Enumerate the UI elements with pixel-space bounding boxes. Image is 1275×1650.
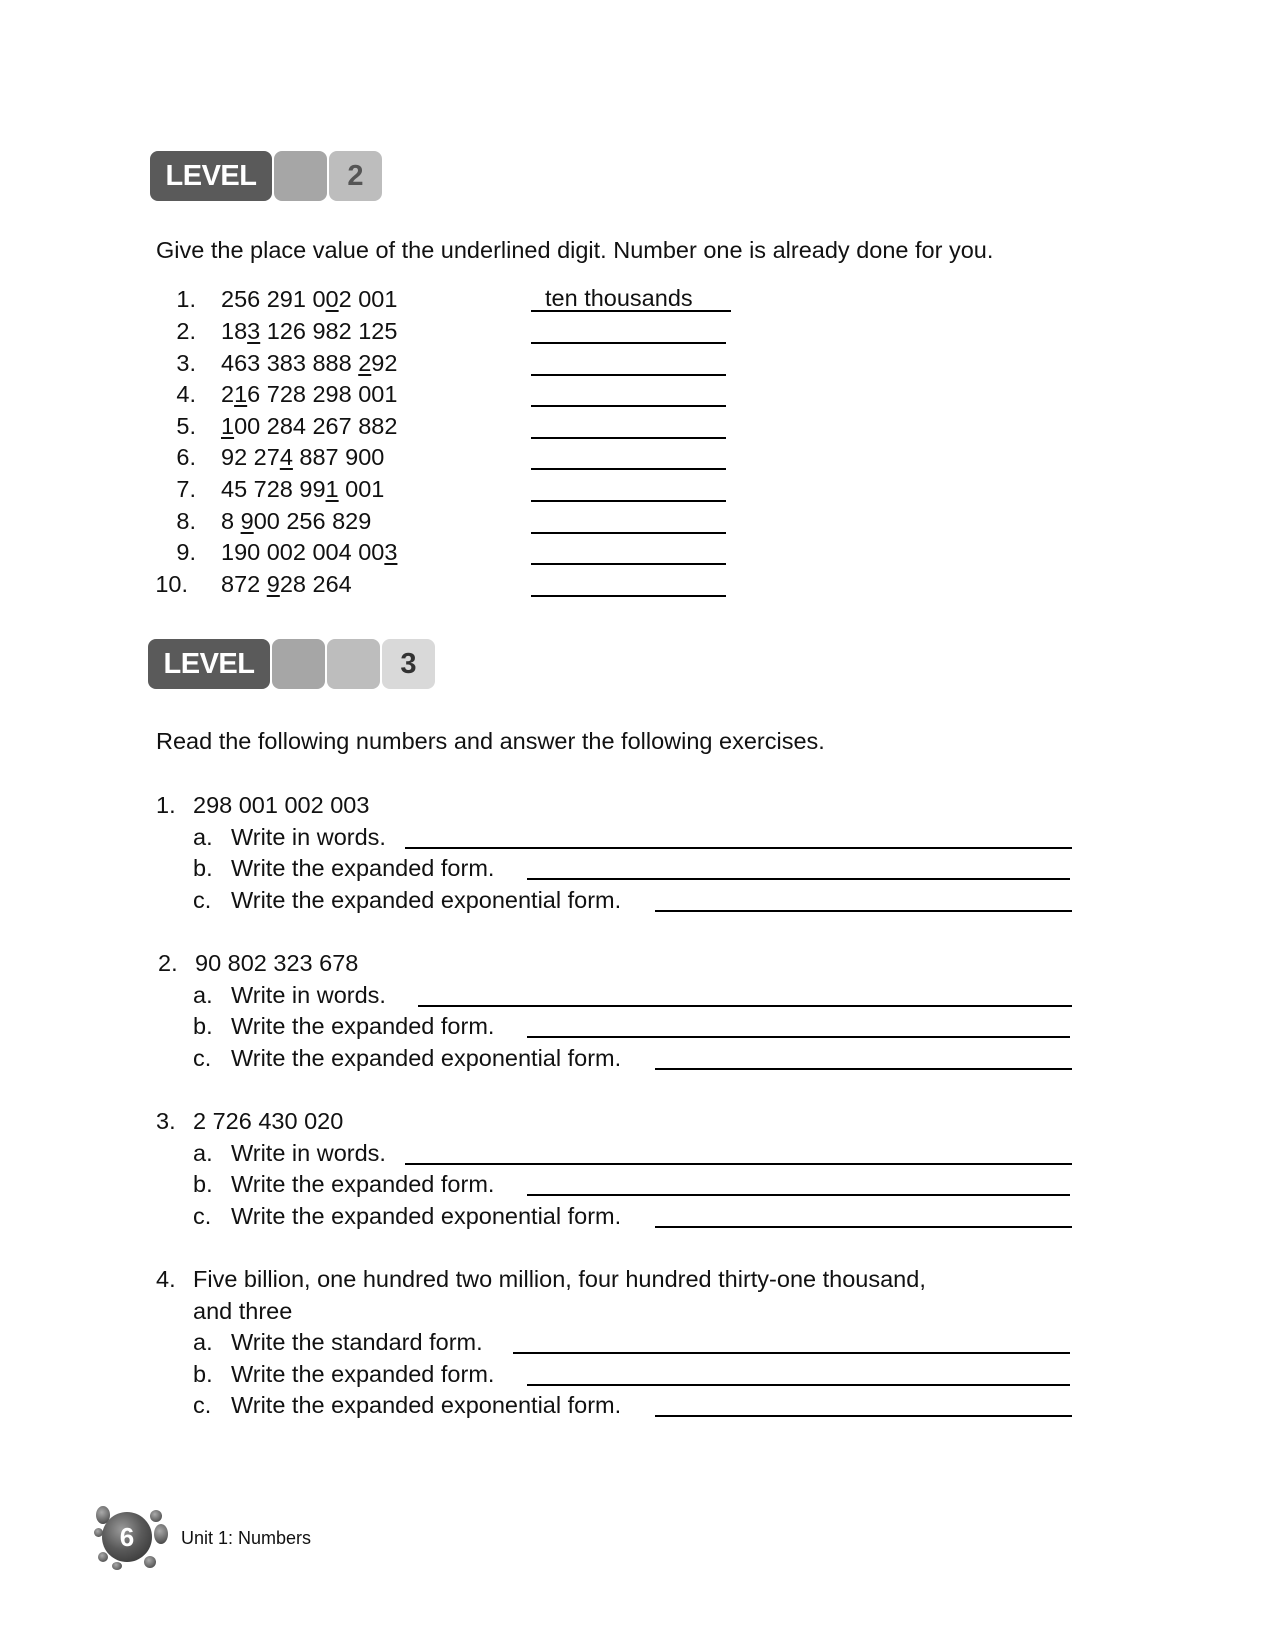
underlined-digit: 3	[384, 539, 398, 565]
level-segment	[327, 639, 380, 689]
level-segment	[272, 639, 325, 689]
item-number: 6.	[176, 444, 196, 470]
part-letter: c.	[193, 1044, 212, 1071]
part-prompt: Write the expanded exponential form.	[231, 1202, 622, 1229]
part-prompt: Write the expanded form.	[231, 1360, 495, 1387]
number-value	[221, 379, 397, 409]
decorative-bubble-icon	[150, 1510, 162, 1522]
part-letter: c.	[193, 1392, 212, 1419]
question-text: Five billion, one hundred two million, four hundred thirty-one thousand,	[193, 1266, 926, 1292]
decorative-bubble-icon	[112, 1562, 122, 1570]
part-letter: a.	[193, 1139, 213, 1166]
number-suffix: 887 900	[292, 444, 385, 470]
part-prompt: Write in words.	[231, 1139, 386, 1166]
question-number: 3.	[156, 1108, 176, 1134]
answer-line[interactable]	[527, 1194, 1070, 1196]
part-prompt: Write the standard form.	[231, 1329, 483, 1356]
number-value	[221, 537, 397, 567]
number-value	[221, 316, 397, 346]
part-letter: c.	[193, 1202, 212, 1229]
question-number: 1.	[156, 792, 176, 818]
number-value	[221, 284, 397, 314]
answer-line[interactable]	[655, 1415, 1072, 1417]
answer-line[interactable]	[418, 1005, 1072, 1007]
level-2-instruction: Give the place value of the underlined digit. Number one is already done for you.	[156, 237, 994, 263]
underlined-digit: 4	[279, 444, 293, 470]
answer-blank[interactable]	[531, 595, 726, 597]
number-suffix: 2 001	[338, 286, 398, 312]
number-prefix: 872	[221, 571, 267, 597]
underlined-digit: 3	[247, 318, 261, 344]
question-text-continued: and three	[193, 1297, 293, 1324]
underlined-digit: 9	[240, 508, 254, 534]
level-number: 2	[329, 151, 382, 201]
answer-line[interactable]	[527, 878, 1070, 880]
number-prefix: 45 728 99	[221, 476, 326, 502]
decorative-bubble-icon	[154, 1524, 168, 1544]
number-prefix: 190 002 004 00	[221, 539, 385, 565]
number-value	[221, 569, 352, 599]
part-prompt: Write in words.	[231, 981, 386, 1008]
part-letter: a.	[193, 1329, 213, 1356]
number-value	[221, 411, 397, 441]
answer-text: ten thousands	[545, 285, 693, 311]
underlined-digit: 9	[266, 571, 280, 597]
decorative-bubble-icon	[144, 1556, 156, 1568]
number-suffix: 00 284 267 882	[234, 413, 398, 439]
underlined-digit: 0	[325, 286, 339, 312]
number-suffix: 28 264	[279, 571, 352, 597]
answer-blank[interactable]	[531, 500, 726, 502]
answer-line[interactable]	[655, 1068, 1072, 1070]
number-value	[221, 348, 397, 378]
answer-line[interactable]	[405, 1163, 1072, 1165]
answer-blank[interactable]	[531, 468, 726, 470]
underlined-digit: 1	[221, 413, 235, 439]
level-3-instruction: Read the following numbers and answer the following exercises.	[156, 728, 825, 754]
number-prefix: 92 27	[221, 444, 280, 470]
answer-blank[interactable]	[531, 374, 726, 376]
underlined-digit: 1	[325, 476, 339, 502]
number-suffix: 126 982 125	[260, 318, 398, 344]
part-prompt: Write the expanded exponential form.	[231, 1392, 622, 1419]
question-number: 4.	[156, 1266, 176, 1292]
item-number: 1.	[176, 286, 196, 312]
number-suffix: 001	[338, 476, 385, 502]
item-number: 10.	[155, 571, 188, 597]
number-suffix: 92	[371, 350, 398, 376]
number-suffix: 00 256 829	[253, 508, 372, 534]
answer-blank[interactable]	[531, 563, 726, 565]
part-letter: a.	[193, 823, 213, 850]
part-prompt: Write the expanded form.	[231, 855, 495, 882]
question-text: 2 726 430 020	[193, 1108, 344, 1134]
page-number-badge: 6	[102, 1512, 152, 1562]
answer-line[interactable]	[527, 1036, 1070, 1038]
question-text: 298 001 002 003	[193, 792, 370, 818]
item-number: 3.	[176, 350, 196, 376]
unit-title: Unit 1: Numbers	[181, 1528, 312, 1548]
answer-line[interactable]	[513, 1352, 1070, 1354]
part-prompt: Write the expanded exponential form.	[231, 886, 622, 913]
answer-blank[interactable]	[531, 405, 726, 407]
number-prefix: 463 383 888	[221, 350, 359, 376]
part-letter: b.	[193, 1013, 213, 1040]
number-prefix: 2	[221, 381, 235, 407]
item-number: 8.	[176, 508, 196, 534]
answer-line[interactable]	[655, 910, 1072, 912]
answer-line[interactable]	[655, 1226, 1072, 1228]
answer-blank[interactable]	[531, 437, 726, 439]
underlined-digit: 1	[234, 381, 248, 407]
part-letter: b.	[193, 1360, 213, 1387]
number-suffix: 6 728 298 001	[247, 381, 398, 407]
number-value	[221, 442, 384, 472]
part-prompt: Write in words.	[231, 823, 386, 850]
item-number: 7.	[176, 476, 196, 502]
number-prefix: 8	[221, 508, 241, 534]
part-letter: b.	[193, 1171, 213, 1198]
decorative-bubble-icon	[98, 1552, 108, 1562]
item-number: 5.	[176, 413, 196, 439]
item-number: 2.	[176, 318, 196, 344]
item-number: 4.	[176, 381, 196, 407]
number-prefix: 256 291 0	[221, 286, 326, 312]
level-2-badge	[150, 151, 384, 201]
number-prefix: 18	[221, 318, 248, 344]
number-value	[221, 506, 371, 536]
part-prompt: Write the expanded form.	[231, 1171, 495, 1198]
level-label: LEVEL	[150, 151, 272, 201]
level-label: LEVEL	[148, 639, 270, 689]
answer-blank[interactable]	[531, 532, 726, 534]
level-number: 3	[382, 639, 435, 689]
level-3-badge	[148, 639, 437, 689]
part-prompt: Write the expanded exponential form.	[231, 1044, 622, 1071]
underlined-digit: 2	[358, 350, 372, 376]
number-value	[221, 474, 384, 504]
part-letter: c.	[193, 886, 212, 913]
part-prompt: Write the expanded form.	[231, 1013, 495, 1040]
answer-line[interactable]	[527, 1384, 1070, 1386]
answer-blank[interactable]	[531, 342, 726, 344]
answer-line[interactable]	[405, 847, 1072, 849]
question-text: 90 802 323 678	[195, 950, 359, 976]
item-number: 9.	[176, 539, 196, 565]
level-segment	[274, 151, 327, 201]
part-letter: b.	[193, 855, 213, 882]
question-number: 2.	[158, 950, 178, 976]
part-letter: a.	[193, 981, 213, 1008]
